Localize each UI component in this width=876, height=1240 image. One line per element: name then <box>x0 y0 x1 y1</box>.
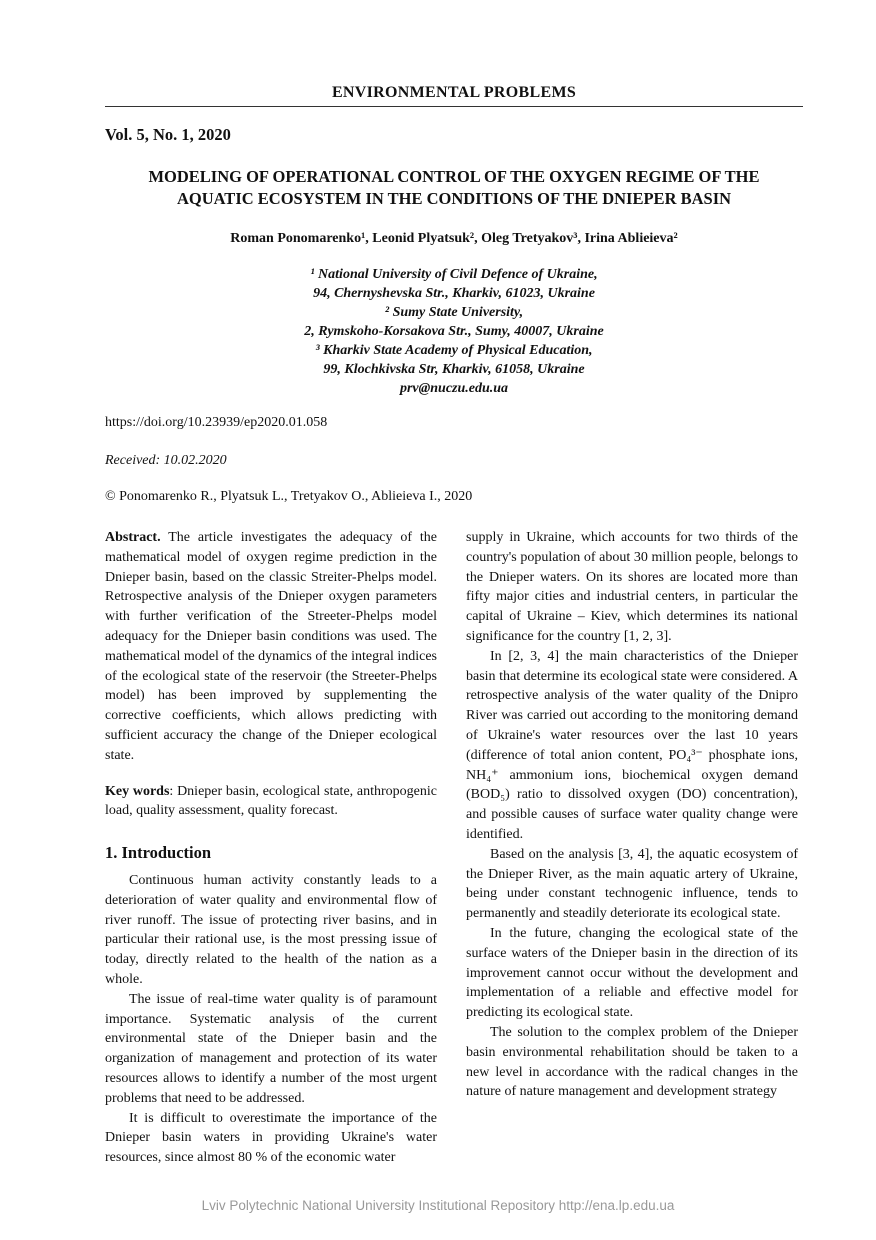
paragraph: In the future, changing the ecological state of the surface waters of the Dnieper basin in the direction of its improvement cannot occur without the development and implementation of a reliable and effective model for predicting its ecological state. <box>466 925 798 1021</box>
abstract-text: The article investigates the adequacy of the mathematical model of oxygen regime prediction in the Dnieper basin, based on the classic Streiter-Phelps model. Retrospective analysis of the Dnieper oxygen parameters with further verification of the Streeter-Phelps model adequacy for the Dnieper basin conditions was used. The mathematical model of the dynamics of the integral indices of the ecological state of the reservoir (the Streeter-Phelps model) has been improved by supplementing the corrective coefficients, which allows predicting with sufficient accuracy the change of the Dnieper ecological state. <box>105 530 438 763</box>
left-column <box>105 528 437 1168</box>
paragraph: The issue of real-time water quality is of paramount importance. Systematic analysis of the current environmental state of the Dnieper basin and the organization of management and protection of its water resources allows to identify a number of the most urgent problems that need to be addressed. <box>105 991 437 1106</box>
received-date: Received: 10.02.2020 <box>105 453 227 468</box>
right-column <box>466 528 798 1102</box>
affiliation-line: 2, Rymskoho-Korsakova Str., Sumy, 40007, Ukraine <box>304 324 604 339</box>
copyright: © Ponomarenko R., Plyatsuk L., Tretyakov O., Ablieieva I., 2020 <box>105 489 473 504</box>
title-line: AQUATIC ECOSYSTEM IN THE CONDITIONS OF THE DNIEPER BASIN <box>176 189 732 208</box>
header-rule <box>105 106 803 107</box>
volume-info: Vol. 5, No. 1, 2020 <box>105 125 231 144</box>
affiliations <box>105 265 803 398</box>
paragraph: In [2, 3, 4] the main characteristics of the Dnieper basin that determine its ecological state were considered. A retrospective analysis of the water quality of the Dnipro River was carried out according to the monitoring demand of Ukraine's water resources over the last 10 years (difference of total anion content, PO₄³⁻ phosphate ions, NH₄⁺ ammonium ions, biochemical oxygen demand (BOD₅) ratio to dissolved oxygen (DO) concentration), and possible causes of surface water quality change were identified. <box>466 648 798 842</box>
affiliation-line: 94, Chernyshevska Str., Kharkiv, 61023, Ukraine <box>313 286 595 301</box>
paragraph: It is difficult to overestimate the importance of the Dnieper basin waters in providing Ukraine's water resources, since almost 80 % of the economic water <box>105 1110 437 1166</box>
affiliation-line: ³ Kharkiv State Academy of Physical Education, <box>315 343 593 358</box>
paragraph: Based on the analysis [3, 4], the aquatic ecosystem of the Dnieper River, as the main aquatic artery of Ukraine, being under constant technogenic influence, tends to permanently and steadily deteriorate its ecological state. <box>466 846 798 922</box>
abstract-label: Abstract. <box>105 530 161 545</box>
paragraph: The solution to the complex problem of the Dnieper basin environmental rehabilitation should be taken to a new level in accordance with the radical changes in the nature of nature management and development strategy <box>466 1024 798 1100</box>
journal-header: ENVIRONMENTAL PROBLEMS <box>331 84 577 101</box>
abstract <box>105 528 437 766</box>
repository-footer: Lviv Polytechnic National University Institutional Repository http://ena.lp.edu.ua <box>201 1198 675 1213</box>
paragraph: supply in Ukraine, which accounts for two thirds of the country's population of about 30 million people, belongs to the Dnieper waters. On its shores are located more than fifty major cities and industrial centers, in particular the capital of Ukraine – Kiev, which determines its national significance for the country [1, 2, 3]. <box>466 530 798 644</box>
section-heading: 1. Introduction <box>105 843 212 863</box>
doi-link[interactable]: https://doi.org/10.23939/ep2020.01.058 <box>105 415 328 430</box>
title-line: MODELING OF OPERATIONAL CONTROL OF THE OXYGEN REGIME OF THE <box>148 167 760 186</box>
affiliation-line: ² Sumy State University, <box>384 305 524 320</box>
affiliation-line: ¹ National University of Civil Defence of Ukraine, <box>310 267 598 282</box>
paragraph: Continuous human activity constantly leads to a deterioration of water quality and environmental flow of river runoff. The issue of protecting river basins, and in particular their rational use, is the most pressing issue of today, directly related to the health of the nation as a whole. <box>105 872 437 987</box>
email[interactable]: prv@nuczu.edu.ua <box>399 381 509 396</box>
affiliation-line: 99, Klochkivska Str, Kharkiv, 61058, Ukraine <box>323 362 585 377</box>
keywords <box>105 782 437 822</box>
paper-title <box>105 166 803 210</box>
keywords-label: Key words <box>105 783 170 799</box>
authors: Roman Ponomarenko¹, Leonid Plyatsuk², Oleg Tretyakov³, Irina Ablieieva² <box>230 231 678 246</box>
keywords-text: : Dnieper basin, ecological state, anthropogenic load, quality assessment, quality forecast. <box>105 783 437 819</box>
